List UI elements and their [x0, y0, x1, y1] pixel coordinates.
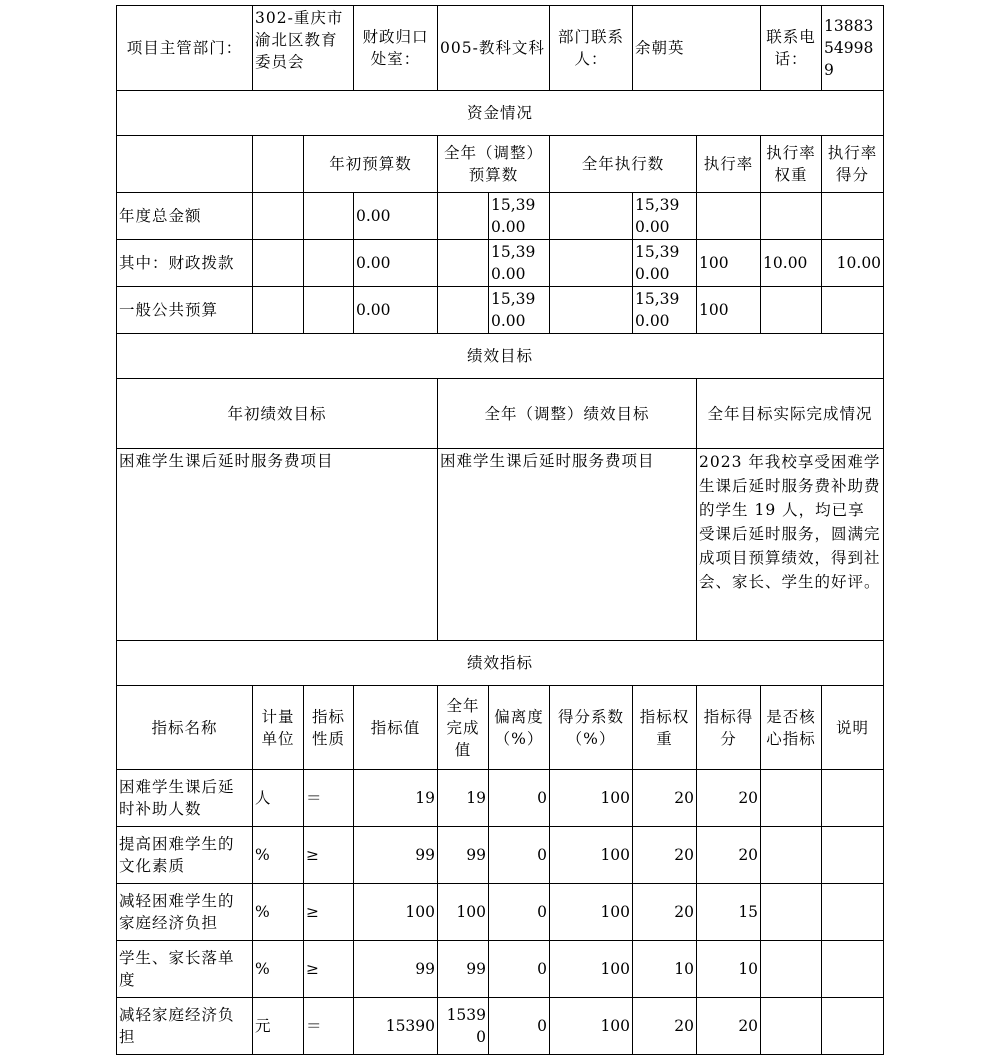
goals-header-row: [117, 379, 884, 449]
ind-col-weight: 指标权重: [633, 686, 697, 770]
indicators-section-title: 绩效指标: [117, 641, 884, 686]
funds-col-rate: 执行率: [697, 136, 761, 193]
ind-weight: 10: [633, 941, 697, 998]
ind-deviation: 0: [489, 998, 550, 1055]
ind-note: [822, 884, 884, 941]
ind-col-completed: 全年完成值: [438, 686, 489, 770]
funds-header-row: [117, 136, 884, 193]
ind-col-value: 指标值: [354, 686, 438, 770]
funds-col-score: 执行率得分: [822, 136, 884, 193]
ind-col-note: 说明: [822, 686, 884, 770]
ind-value: 15390: [354, 998, 438, 1055]
ind-col-core: 是否核心指标: [761, 686, 822, 770]
ind-note: [822, 827, 884, 884]
funds-row-weight: [761, 287, 822, 334]
ind-deviation: 0: [489, 770, 550, 827]
ind-score: 20: [697, 998, 761, 1055]
ind-note: [822, 998, 884, 1055]
ind-score: 20: [697, 827, 761, 884]
ind-nature: ＝: [304, 998, 354, 1055]
ind-completed: 15390: [438, 998, 489, 1055]
goals-adjusted-text: 困难学生课后延时服务费项目: [438, 449, 697, 641]
funds-row-rate: [697, 193, 761, 240]
ind-nature: ≥: [304, 884, 354, 941]
ind-weight: 20: [633, 998, 697, 1055]
ind-core: [761, 941, 822, 998]
ind-score: 15: [697, 884, 761, 941]
contact-value: 余朝英: [633, 6, 761, 91]
funds-section-title: 资金情况: [117, 91, 884, 136]
funds-row-score: [822, 193, 884, 240]
ind-coef: 100: [550, 941, 633, 998]
funds-row-executed: 15,390.00: [633, 287, 697, 334]
funds-row: [117, 287, 884, 334]
ind-note: [822, 941, 884, 998]
ind-name: 困难学生课后延时补助人数: [117, 770, 253, 827]
header-row: [117, 6, 884, 91]
funds-header-blank: [117, 136, 253, 193]
ind-unit: %: [253, 884, 304, 941]
goals-section-title: 绩效目标: [117, 334, 884, 379]
contact-label: 部门联系人：: [550, 6, 633, 91]
goals-actual-text: 2023 年我校享受困难学生课后延时服务费补助费的学生 19 人，均已享受课后延时服务，圆满完成项目预算绩效，得到社会、家长、学生的好评。: [697, 449, 884, 641]
ind-col-name: 指标名称: [117, 686, 253, 770]
ind-deviation: 0: [489, 941, 550, 998]
indicator-row: [117, 998, 884, 1055]
performance-table: [116, 5, 884, 1055]
indicator-row: [117, 770, 884, 827]
funds-row-initial: 0.00: [354, 193, 438, 240]
funds-col-initial: 年初预算数: [304, 136, 438, 193]
dept-value: 302-重庆市渝北区教育委员会: [253, 6, 354, 91]
funds-row-rate: 100: [697, 287, 761, 334]
funds-row-initial: 0.00: [354, 287, 438, 334]
goals-col-initial: 年初绩效目标: [117, 379, 438, 449]
ind-value: 99: [354, 827, 438, 884]
funds-row: [117, 193, 884, 240]
ind-core: [761, 827, 822, 884]
ind-col-deviation: 偏离度（%）: [489, 686, 550, 770]
ind-name: 减轻家庭经济负担: [117, 998, 253, 1055]
funds-row-rate: 100: [697, 240, 761, 287]
finance-value: 005-教科文科: [438, 6, 550, 91]
ind-score: 10: [697, 941, 761, 998]
dept-label: 项目主管部门：: [117, 6, 253, 91]
ind-completed: 99: [438, 941, 489, 998]
ind-name: 提高困难学生的文化素质: [117, 827, 253, 884]
funds-row-executed: 15,390.00: [633, 240, 697, 287]
ind-nature: ＝: [304, 770, 354, 827]
ind-completed: 19: [438, 770, 489, 827]
funds-row-adjusted: 15,390.00: [489, 193, 550, 240]
funds-row-score: [822, 287, 884, 334]
funds-row-weight: 10.00: [761, 240, 822, 287]
funds-row-name: 其中：财政拨款: [117, 240, 253, 287]
indicator-row: [117, 941, 884, 998]
funds-row-adjusted: 15,390.00: [489, 287, 550, 334]
finance-label: 财政归口处室：: [354, 6, 438, 91]
ind-deviation: 0: [489, 827, 550, 884]
ind-completed: 99: [438, 827, 489, 884]
funds-row-executed: 15,390.00: [633, 193, 697, 240]
ind-score: 20: [697, 770, 761, 827]
funds-row-score: 10.00: [822, 240, 884, 287]
funds-col-adjusted: 全年（调整）预算数: [438, 136, 550, 193]
funds-row: [117, 240, 884, 287]
ind-completed: 100: [438, 884, 489, 941]
goals-initial-text: 困难学生课后延时服务费项目: [117, 449, 438, 641]
phone-label: 联系电话：: [761, 6, 822, 91]
ind-col-score: 指标得分: [697, 686, 761, 770]
ind-core: [761, 884, 822, 941]
phone-value: 13883549989: [822, 6, 884, 91]
ind-coef: 100: [550, 998, 633, 1055]
ind-col-coef: 得分系数（%）: [550, 686, 633, 770]
ind-col-unit: 计量单位: [253, 686, 304, 770]
ind-name: 学生、家长落单度: [117, 941, 253, 998]
indicator-row: [117, 884, 884, 941]
ind-value: 100: [354, 884, 438, 941]
ind-note: [822, 770, 884, 827]
ind-coef: 100: [550, 827, 633, 884]
ind-nature: ≥: [304, 941, 354, 998]
ind-coef: 100: [550, 770, 633, 827]
ind-deviation: 0: [489, 884, 550, 941]
funds-row-weight: [761, 193, 822, 240]
indicator-row: [117, 827, 884, 884]
funds-row-name: 一般公共预算: [117, 287, 253, 334]
ind-core: [761, 998, 822, 1055]
ind-unit: 元: [253, 998, 304, 1055]
funds-row-adjusted: 15,390.00: [489, 240, 550, 287]
ind-unit: 人: [253, 770, 304, 827]
indicators-header-row: [117, 686, 884, 770]
ind-name: 减轻困难学生的家庭经济负担: [117, 884, 253, 941]
ind-nature: ≥: [304, 827, 354, 884]
ind-unit: %: [253, 941, 304, 998]
ind-core: [761, 770, 822, 827]
funds-row-name: 年度总金额: [117, 193, 253, 240]
ind-coef: 100: [550, 884, 633, 941]
ind-weight: 20: [633, 884, 697, 941]
goals-col-adjusted: 全年（调整）绩效目标: [438, 379, 697, 449]
ind-weight: 20: [633, 827, 697, 884]
funds-col-executed: 全年执行数: [550, 136, 697, 193]
funds-col-weight: 执行率权重: [761, 136, 822, 193]
ind-unit: %: [253, 827, 304, 884]
ind-value: 99: [354, 941, 438, 998]
ind-col-nature: 指标性质: [304, 686, 354, 770]
ind-value: 19: [354, 770, 438, 827]
funds-row-initial: 0.00: [354, 240, 438, 287]
goals-content-row: [117, 449, 884, 641]
funds-header-blank: [253, 136, 304, 193]
goals-col-actual: 全年目标实际完成情况: [697, 379, 884, 449]
ind-weight: 20: [633, 770, 697, 827]
